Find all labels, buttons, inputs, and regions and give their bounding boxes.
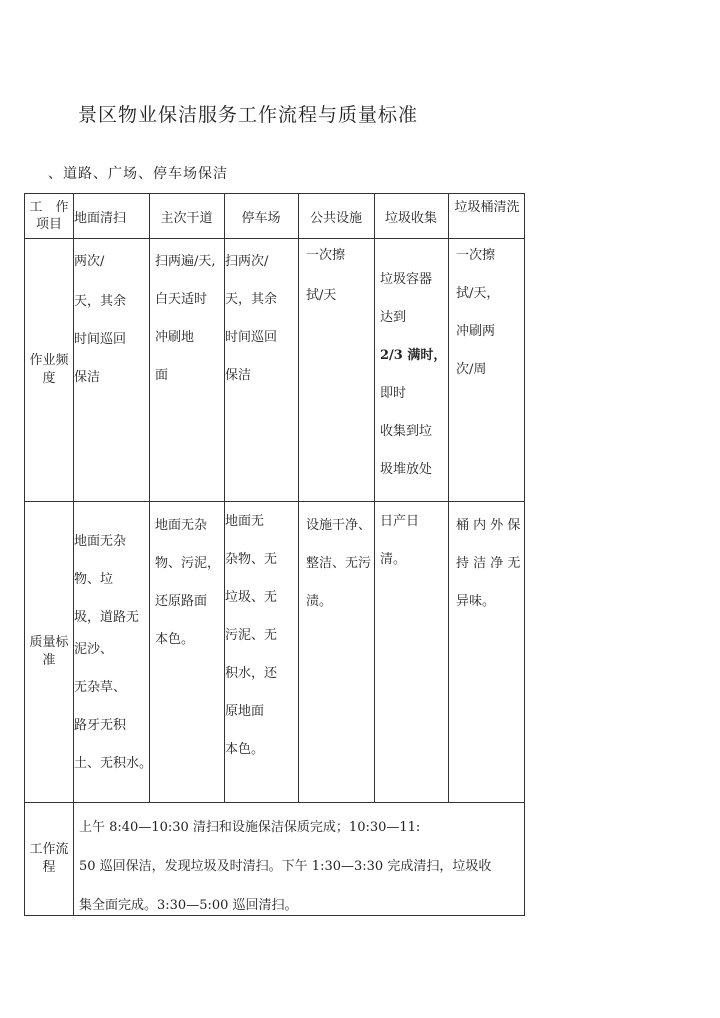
freq-cell-facilities (306, 246, 372, 306)
cell-line: 整洁、无污 (306, 556, 372, 571)
quality-cell-bin-washing (456, 516, 526, 612)
header-cell: 垃圾桶清洗 (454, 200, 520, 215)
row-label-line: 作业频 (29, 352, 69, 368)
cell-line: 冲刷两 (456, 324, 496, 339)
cell-line: 扫两次/ (225, 254, 269, 269)
row-label-quality (25, 501, 73, 802)
cell-line: 保洁 (74, 370, 101, 385)
col-divider (448, 194, 449, 802)
section-heading: 、道路、广场、停车场保洁 (48, 166, 228, 182)
row-label-line: 质量标 (29, 634, 69, 650)
cell-line: 一次擦 (306, 248, 346, 263)
cell-line: 地面无杂 (155, 518, 208, 533)
cell-line: 天，其余 (225, 292, 278, 307)
cell-line: 本色。 (225, 742, 265, 757)
cell-line: 天，其余 (74, 294, 127, 309)
header-cell: 主次干道 (160, 210, 213, 226)
row-divider (25, 501, 524, 502)
header-cell: 公共设施 (309, 210, 362, 226)
cell-line: 无杂草、 (74, 680, 127, 695)
cell-line: 扫两遍/天, (155, 254, 216, 269)
cell-line: 圾堆放处 (380, 462, 433, 477)
cell-line: 地面无 (225, 514, 265, 529)
cell-line: 次/周 (456, 362, 487, 377)
header-cell: 地面清扫 (74, 210, 127, 226)
cell-line: 时间巡回 (225, 330, 278, 345)
row-divider (25, 238, 524, 239)
row-label-line: 工作流 (29, 842, 69, 857)
cell-line: 保洁 (225, 368, 252, 383)
cell-line: 异味。 (456, 594, 496, 609)
quality-cell-parking (225, 512, 298, 760)
row-label-workflow (25, 802, 73, 916)
cell-line: 还原路面 (155, 594, 208, 609)
cell-line: 持 洁 净 无 (456, 556, 521, 571)
cell-line: 路牙无积 (74, 718, 127, 733)
freq-cell-main-road (155, 252, 227, 386)
col-divider (73, 802, 74, 916)
header-corner (25, 194, 73, 238)
quality-cell-facilities (306, 516, 374, 612)
cell-line: 原地面 (225, 704, 265, 719)
col-divider (298, 194, 299, 802)
header-cell: 垃圾收集 (384, 210, 437, 226)
cell-line: 集全面完成。3:30—5:00 巡回清扫。 (79, 898, 298, 913)
cell-line: 白天适时 (155, 292, 208, 307)
cell-line: 物、污泥， (155, 556, 221, 571)
cell-line: 土、无积水。 (74, 756, 153, 771)
cell-line: 地面无杂 (74, 534, 127, 549)
cell-line: 圾，道路无 (74, 610, 140, 625)
cell-line: 物、垃 (74, 572, 114, 587)
row-divider (25, 802, 524, 803)
cell-line: 日产日 (380, 514, 420, 529)
cell-line: 上午 8:40—10:30 清扫和设施保洁保质完成；10:30—11: (79, 820, 421, 835)
header-corner-line: 工 作 (29, 200, 69, 215)
workflow-text (79, 818, 524, 916)
cell-line: 桶 内 外 保 (456, 518, 521, 533)
cell-line: 2/3 满时， (380, 348, 447, 363)
quality-cell-garbage-collection (380, 512, 448, 570)
cell-line: 垃圾、无 (225, 590, 278, 605)
cell-line: 一次擦 (456, 248, 496, 263)
cell-line: 收集到垃 (380, 424, 433, 439)
quality-cell-main-road (155, 516, 227, 650)
cell-line: 杂物、无 (225, 552, 278, 567)
cell-line: 冲刷地 (155, 330, 195, 345)
quality-cell-ground (74, 532, 153, 774)
cell-line: 本色。 (155, 632, 195, 647)
cell-line: 拭/天， (456, 286, 500, 301)
cell-line: 时间巡回 (74, 332, 127, 347)
cell-line: 积水，还 (225, 666, 278, 681)
row-label-line: 准 (42, 652, 56, 668)
cell-line: 设施干净、 (306, 518, 372, 533)
cell-line: 两次/ (74, 254, 105, 269)
freq-cell-garbage-collection (380, 270, 448, 480)
cell-line: 垃圾容器 (380, 272, 433, 287)
cell-line: 渍。 (306, 594, 333, 609)
row-label-line: 度 (42, 370, 56, 386)
freq-cell-ground (74, 252, 149, 388)
row-label-frequency (25, 238, 73, 501)
freq-cell-parking (225, 252, 298, 386)
cell-line: 50 巡回保洁，发现垃圾及时清扫。下午 1:30—3:30 完成清扫，垃圾收 (79, 859, 492, 874)
col-divider (374, 194, 375, 802)
freq-cell-bin-washing (456, 246, 524, 380)
cell-line: 污泥、无 (225, 628, 278, 643)
header-corner-line: 项目 (35, 217, 62, 232)
cell-line: 面 (155, 368, 169, 383)
cell-line: 清。 (380, 552, 407, 567)
header-cell: 停车场 (241, 210, 281, 226)
cell-line: 泥沙、 (74, 642, 114, 657)
row-label-line: 程 (42, 860, 56, 875)
cell-line: 即时 (380, 386, 407, 401)
cell-line: 拭/天 (306, 288, 337, 303)
cell-line: 达到 (380, 310, 407, 325)
standards-table (24, 193, 525, 916)
page-title: 景区物业保洁服务工作流程与质量标准 (78, 104, 419, 126)
